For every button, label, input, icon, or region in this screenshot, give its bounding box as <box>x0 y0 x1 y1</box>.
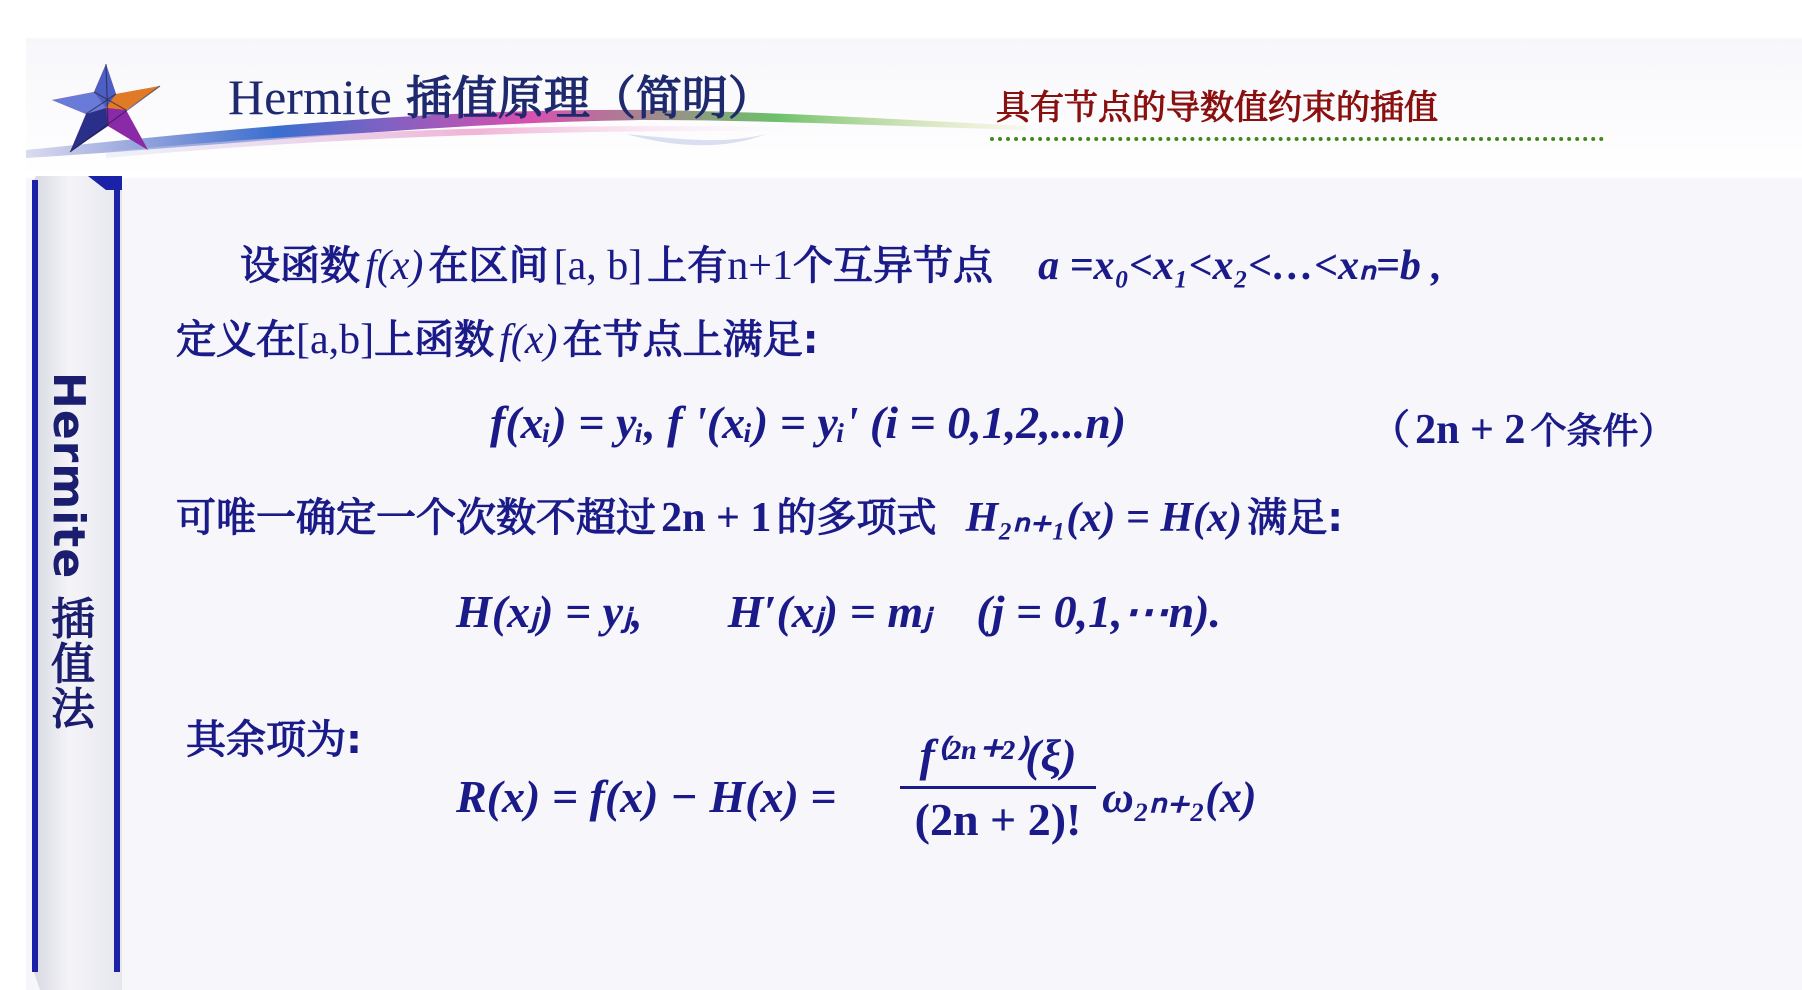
title-chinese: 插值原理（简明） <box>405 71 774 125</box>
math-interval: [a, b] <box>553 243 643 289</box>
text-has: 上有 <box>647 243 728 289</box>
math-omega: ω₂ₙ₊₂(x) <box>1102 773 1257 822</box>
content-line-1 <box>240 234 1442 291</box>
content-line-3 <box>176 486 1343 543</box>
text-polynomial: 的多项式 <box>776 495 937 541</box>
content-line-2 <box>176 308 819 365</box>
condition-count-note <box>1370 398 1675 455</box>
title-english: Hermite <box>228 69 392 125</box>
math-degree: 2n + 1 <box>661 495 772 541</box>
dotted-divider <box>990 137 1604 141</box>
text-distinct-nodes: 个互异节点 <box>792 243 993 289</box>
math-2n-plus-2: 2n + 2 <box>1415 407 1526 453</box>
formula-remainder-lhs <box>456 770 837 823</box>
formula-interpolation-conditions <box>490 396 1126 449</box>
formula-remainder-fraction <box>900 728 1096 846</box>
text-in-interval: 在区间 <box>428 243 549 289</box>
math-remainder-lhs: R(x) = f(x) − H(x) = <box>456 771 837 822</box>
text-satisfies: 满足: <box>1247 495 1344 541</box>
math-index-range: (j = 0,1,⋯n). <box>976 586 1221 637</box>
math-node-count: n+1 <box>727 243 793 289</box>
math-fx-2: f(x) <box>499 317 558 363</box>
text-function: 上函数 <box>374 317 495 363</box>
star-polyhedron-logo <box>48 60 164 156</box>
text-defined-on: 定义在 <box>176 317 296 363</box>
page-subtitle: 具有节点的导数值约束的插值 <box>996 88 1438 128</box>
formula-hermite-conditions <box>456 584 1221 638</box>
math-H-values: H(xⱼ) = yⱼ, <box>456 586 643 637</box>
text-uniquely-determine: 可唯一确定一个次数不超过 <box>176 495 656 541</box>
note-conditions-text: 个条件） <box>1530 411 1675 452</box>
math-fraction-denominator: (2n + 2)! <box>914 794 1082 845</box>
page-title <box>228 62 774 128</box>
math-hermite-polynomial: H₂ₙ₊₁(x) = H(x) <box>965 495 1242 541</box>
remainder-label <box>186 708 362 765</box>
sidebar-label: Hermite 插值法 <box>43 372 94 731</box>
math-conditions: f(xᵢ) = yᵢ, f '(xᵢ) = yᵢ' (i = 0,1,2,...n) <box>490 397 1127 448</box>
math-fx: f(x) <box>365 243 424 289</box>
text-satisfies-at-nodes: 在节点上满足: <box>562 317 819 363</box>
math-fraction-numerator: f⁽²ⁿ⁺²⁾(ξ) <box>919 730 1077 781</box>
note-open-paren: （ <box>1370 407 1410 453</box>
text-define-function: 设函数 <box>240 243 360 289</box>
fraction-bar <box>900 786 1096 789</box>
formula-remainder-omega <box>1102 772 1257 823</box>
math-node-ordering: a =x₀<x₁<x₂<…<xₙ=b , <box>1038 243 1442 289</box>
text-remainder: 其余项为: <box>186 717 362 763</box>
math-interval-2: [a,b] <box>296 317 375 363</box>
math-H-derivatives: H′(xⱼ) = mⱼ <box>727 586 932 637</box>
